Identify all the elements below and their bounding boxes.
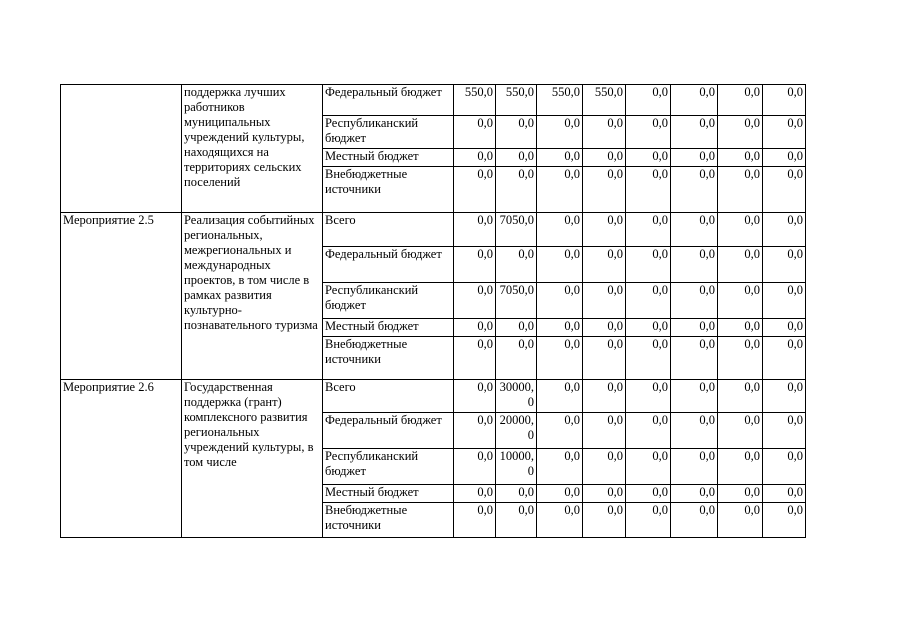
funding-source-cell: Республиканский бюджет xyxy=(323,449,454,485)
table-row xyxy=(61,380,806,413)
value-cell: 0,0 xyxy=(718,503,763,538)
funding-source-cell: Федеральный бюджет xyxy=(323,247,454,283)
value-cell: 0,0 xyxy=(583,116,626,149)
value-cell: 0,0 xyxy=(763,85,806,116)
value-cell: 0,0 xyxy=(583,167,626,213)
value-cell: 0,0 xyxy=(671,85,718,116)
activity-description-cell: Государственная поддержка (грант) комплексного развития региональных учреждений культуры, в том числе xyxy=(182,380,323,538)
value-cell: 0,0 xyxy=(763,413,806,449)
funding-source-cell: Федеральный бюджет xyxy=(323,413,454,449)
value-cell: 0,0 xyxy=(763,337,806,380)
value-cell: 0,0 xyxy=(583,319,626,337)
value-cell: 0,0 xyxy=(763,213,806,247)
value-cell: 0,0 xyxy=(763,380,806,413)
funding-source-cell: Всего xyxy=(323,380,454,413)
value-cell: 0,0 xyxy=(718,337,763,380)
value-cell: 0,0 xyxy=(454,116,496,149)
value-cell: 0,0 xyxy=(583,413,626,449)
value-cell: 0,0 xyxy=(763,247,806,283)
value-cell: 0,0 xyxy=(454,213,496,247)
value-cell: 550,0 xyxy=(583,85,626,116)
value-cell: 0,0 xyxy=(763,319,806,337)
value-cell: 0,0 xyxy=(763,485,806,503)
value-cell: 0,0 xyxy=(626,247,671,283)
value-cell: 0,0 xyxy=(454,149,496,167)
activity-code-cell xyxy=(61,85,182,213)
budget-table xyxy=(60,84,806,538)
value-cell: 0,0 xyxy=(626,449,671,485)
value-cell: 550,0 xyxy=(537,85,583,116)
value-cell: 10000,0 xyxy=(496,449,537,485)
value-cell: 0,0 xyxy=(718,319,763,337)
value-cell: 0,0 xyxy=(671,413,718,449)
value-cell: 0,0 xyxy=(583,449,626,485)
value-cell: 0,0 xyxy=(763,149,806,167)
funding-source-cell: Республиканский бюджет xyxy=(323,283,454,319)
funding-source-cell: Федеральный бюджет xyxy=(323,85,454,116)
value-cell: 0,0 xyxy=(537,380,583,413)
value-cell: 550,0 xyxy=(454,85,496,116)
funding-source-cell: Внебюджетные источники xyxy=(323,503,454,538)
value-cell: 0,0 xyxy=(671,283,718,319)
table-row xyxy=(61,85,806,116)
value-cell: 0,0 xyxy=(537,283,583,319)
value-cell: 550,0 xyxy=(496,85,537,116)
activity-code-cell: Мероприятие 2.6 xyxy=(61,380,182,538)
value-cell: 0,0 xyxy=(718,167,763,213)
value-cell: 0,0 xyxy=(537,247,583,283)
value-cell: 0,0 xyxy=(537,167,583,213)
value-cell: 0,0 xyxy=(763,503,806,538)
value-cell: 0,0 xyxy=(537,149,583,167)
value-cell: 0,0 xyxy=(718,413,763,449)
value-cell: 0,0 xyxy=(583,247,626,283)
value-cell: 0,0 xyxy=(626,337,671,380)
value-cell: 0,0 xyxy=(626,85,671,116)
value-cell: 0,0 xyxy=(537,116,583,149)
value-cell: 0,0 xyxy=(671,503,718,538)
funding-source-cell: Местный бюджет xyxy=(323,149,454,167)
activity-code-cell: Мероприятие 2.5 xyxy=(61,213,182,380)
value-cell: 30000,0 xyxy=(496,380,537,413)
value-cell: 0,0 xyxy=(626,149,671,167)
value-cell: 0,0 xyxy=(671,116,718,149)
value-cell: 0,0 xyxy=(763,167,806,213)
value-cell: 0,0 xyxy=(583,149,626,167)
value-cell: 0,0 xyxy=(583,213,626,247)
value-cell: 0,0 xyxy=(537,503,583,538)
value-cell: 0,0 xyxy=(626,167,671,213)
value-cell: 0,0 xyxy=(763,283,806,319)
value-cell: 0,0 xyxy=(496,485,537,503)
funding-source-cell: Всего xyxy=(323,213,454,247)
value-cell: 0,0 xyxy=(671,380,718,413)
value-cell: 0,0 xyxy=(671,449,718,485)
value-cell: 0,0 xyxy=(583,283,626,319)
value-cell: 0,0 xyxy=(718,85,763,116)
value-cell: 0,0 xyxy=(626,283,671,319)
value-cell: 20000,0 xyxy=(496,413,537,449)
value-cell: 0,0 xyxy=(626,319,671,337)
value-cell: 0,0 xyxy=(583,503,626,538)
value-cell: 0,0 xyxy=(496,247,537,283)
value-cell: 0,0 xyxy=(718,149,763,167)
value-cell: 0,0 xyxy=(626,116,671,149)
value-cell: 7050,0 xyxy=(496,283,537,319)
funding-source-cell: Внебюджетные источники xyxy=(323,167,454,213)
value-cell: 0,0 xyxy=(718,485,763,503)
value-cell: 0,0 xyxy=(454,283,496,319)
value-cell: 0,0 xyxy=(454,485,496,503)
value-cell: 0,0 xyxy=(583,380,626,413)
value-cell: 0,0 xyxy=(496,337,537,380)
value-cell: 0,0 xyxy=(454,337,496,380)
value-cell: 0,0 xyxy=(583,337,626,380)
value-cell: 0,0 xyxy=(537,319,583,337)
funding-source-cell: Местный бюджет xyxy=(323,485,454,503)
table-row xyxy=(61,213,806,247)
value-cell: 0,0 xyxy=(671,319,718,337)
value-cell: 0,0 xyxy=(537,449,583,485)
value-cell: 0,0 xyxy=(454,167,496,213)
value-cell: 0,0 xyxy=(454,503,496,538)
value-cell: 0,0 xyxy=(496,149,537,167)
value-cell: 0,0 xyxy=(454,449,496,485)
value-cell: 0,0 xyxy=(671,167,718,213)
value-cell: 0,0 xyxy=(626,380,671,413)
funding-source-cell: Внебюджетные источники xyxy=(323,337,454,380)
activity-description-cell: Реализация событийных региональных, межрегиональных и международных проектов, в том числе в рамках развития культурно-познавательного туризма xyxy=(182,213,323,380)
funding-source-cell: Республиканский бюджет xyxy=(323,116,454,149)
value-cell: 0,0 xyxy=(454,247,496,283)
value-cell: 0,0 xyxy=(718,283,763,319)
value-cell: 0,0 xyxy=(496,319,537,337)
value-cell: 0,0 xyxy=(626,413,671,449)
value-cell: 0,0 xyxy=(537,213,583,247)
value-cell: 0,0 xyxy=(718,380,763,413)
value-cell: 0,0 xyxy=(718,116,763,149)
value-cell: 0,0 xyxy=(496,503,537,538)
value-cell: 0,0 xyxy=(454,380,496,413)
value-cell: 0,0 xyxy=(454,319,496,337)
value-cell: 0,0 xyxy=(496,167,537,213)
value-cell: 0,0 xyxy=(583,485,626,503)
value-cell: 0,0 xyxy=(671,149,718,167)
value-cell: 0,0 xyxy=(537,337,583,380)
value-cell: 0,0 xyxy=(454,413,496,449)
value-cell: 7050,0 xyxy=(496,213,537,247)
activity-description-cell: поддержка лучших работников муниципальных учреждений культуры, находящихся на территориях сельских поселений xyxy=(182,85,323,213)
value-cell: 0,0 xyxy=(626,485,671,503)
value-cell: 0,0 xyxy=(671,213,718,247)
value-cell: 0,0 xyxy=(718,213,763,247)
value-cell: 0,0 xyxy=(626,213,671,247)
value-cell: 0,0 xyxy=(537,485,583,503)
value-cell: 0,0 xyxy=(763,449,806,485)
value-cell: 0,0 xyxy=(718,449,763,485)
value-cell: 0,0 xyxy=(671,247,718,283)
value-cell: 0,0 xyxy=(626,503,671,538)
value-cell: 0,0 xyxy=(718,247,763,283)
value-cell: 0,0 xyxy=(671,485,718,503)
value-cell: 0,0 xyxy=(496,116,537,149)
value-cell: 0,0 xyxy=(671,337,718,380)
value-cell: 0,0 xyxy=(763,116,806,149)
funding-source-cell: Местный бюджет xyxy=(323,319,454,337)
value-cell: 0,0 xyxy=(537,413,583,449)
